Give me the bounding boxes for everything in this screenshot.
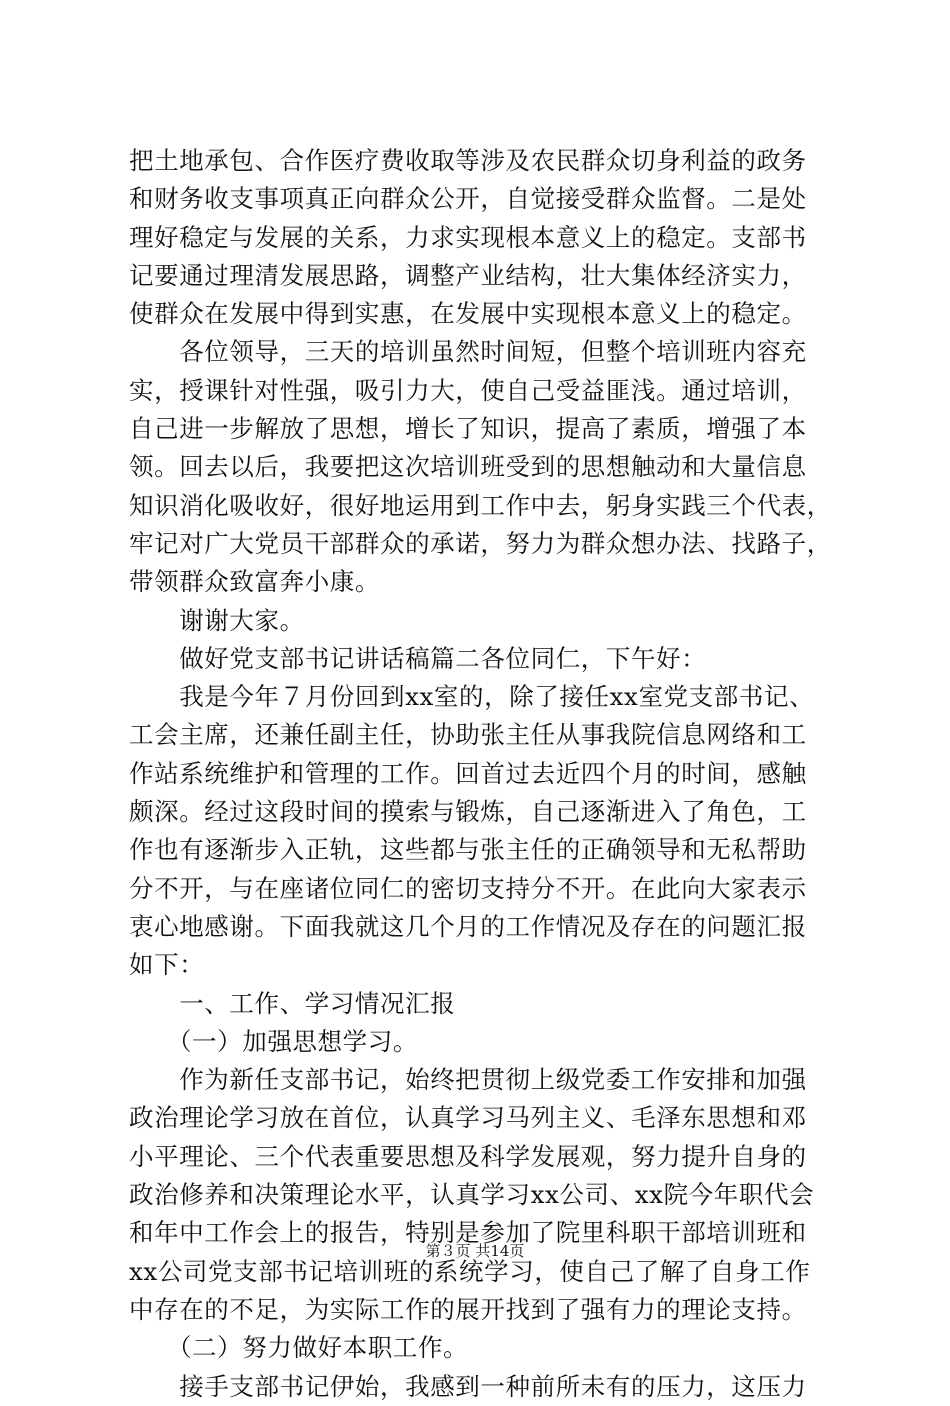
text-line: 各位领导，三天的培训虽然时间短，但整个培训班内容充 <box>129 337 807 367</box>
text-line: 谢谢大家。 <box>129 605 305 635</box>
text-line: 使群众在发展中得到实惠，在发展中实现根本意义上的稳定。 <box>129 299 807 329</box>
text-line: 牢记对广大党员干部群众的承诺，努力为群众想办法、找路子， <box>129 528 832 558</box>
text-line: 小平理论、三个代表重要思想及科学发展观，努力提升自身的 <box>129 1141 807 1171</box>
text-line: 理好稳定与发展的关系，力求实现根本意义上的稳定。支部书 <box>129 222 807 252</box>
text-line: （二）努力做好本职工作。 <box>129 1333 469 1363</box>
text-line: 一、工作、学习情况汇报 <box>129 988 456 1018</box>
page-footer: 第３页 共14页 <box>425 1242 525 1260</box>
text-line: 自己进一步解放了思想，增长了知识，提高了素质，增强了本 <box>129 414 807 444</box>
text-line: 政治理论学习放在首位，认真学习马列主义、毛泽东思想和邓 <box>129 1103 807 1133</box>
text-line: 政治修养和决策理论水平，认真学习xx公司、xx院今年职代会 <box>129 1180 815 1210</box>
text-line: 把土地承包、合作医疗费收取等涉及农民群众切身利益的政务 <box>129 146 807 175</box>
text-line: 实，授课针对性强，吸引力大，使自己受益匪浅。通过培训， <box>129 375 807 405</box>
text-line: 作为新任支部书记，始终把贯彻上级党委工作安排和加强 <box>129 1065 807 1095</box>
text-line: （一）加强思想学习。 <box>129 1026 418 1056</box>
text-line: 作站系统维护和管理的工作。回首过去近四个月的时间，感触 <box>129 758 807 788</box>
text-line: 领。回去以后，我要把这次培训班受到的思想触动和大量信息 <box>129 452 807 482</box>
text-line: 作也有逐渐步入正轨，这些都与张主任的正确领导和无私帮助 <box>129 835 807 865</box>
text-line: 衷心地感谢。下面我就这几个月的工作情况及存在的问题汇报 <box>129 911 807 941</box>
text-line: 颇深。经过这段时间的摸索与锻炼，自己逐渐进入了角色，工 <box>129 797 807 827</box>
text-line: 知识消化吸收好，很好地运用到工作中去，躬身实践三个代表， <box>129 490 832 520</box>
text-line: 如下： <box>129 950 205 980</box>
text-line: 记要通过理清发展思路，调整产业结构，壮大集体经济实力， <box>129 260 807 290</box>
text-line: 和年中工作会上的报告，特别是参加了院里科职干部培训班和 <box>129 1218 807 1248</box>
text-line: 我是今年７月份回到xx室的，除了接任xx室党支部书记、 <box>129 682 815 712</box>
text-line: 工会主席，还兼任副主任，协助张主任从事我院信息网络和工 <box>129 720 807 750</box>
document-body <box>129 142 835 1406</box>
text-line: 接手支部书记伊始，我感到一种前所未有的压力，这压力 <box>129 1371 807 1401</box>
text-line: 中存在的不足，为实际工作的展开找到了强有力的理论支持。 <box>129 1294 807 1324</box>
text-line: 做好党支部书记讲话稿篇二各位同仁，下午好： <box>129 643 707 673</box>
text-line: xx公司党支部书记培训班的系统学习，使自己了解了自身工作 <box>129 1256 811 1286</box>
text-line: 和财务收支事项真正向群众公开，自觉接受群众监督。二是处 <box>129 184 807 214</box>
text-line: 带领群众致富奔小康。 <box>129 567 380 597</box>
text-line: 分不开，与在座诸位同仁的密切支持分不开。在此向大家表示 <box>129 873 807 903</box>
